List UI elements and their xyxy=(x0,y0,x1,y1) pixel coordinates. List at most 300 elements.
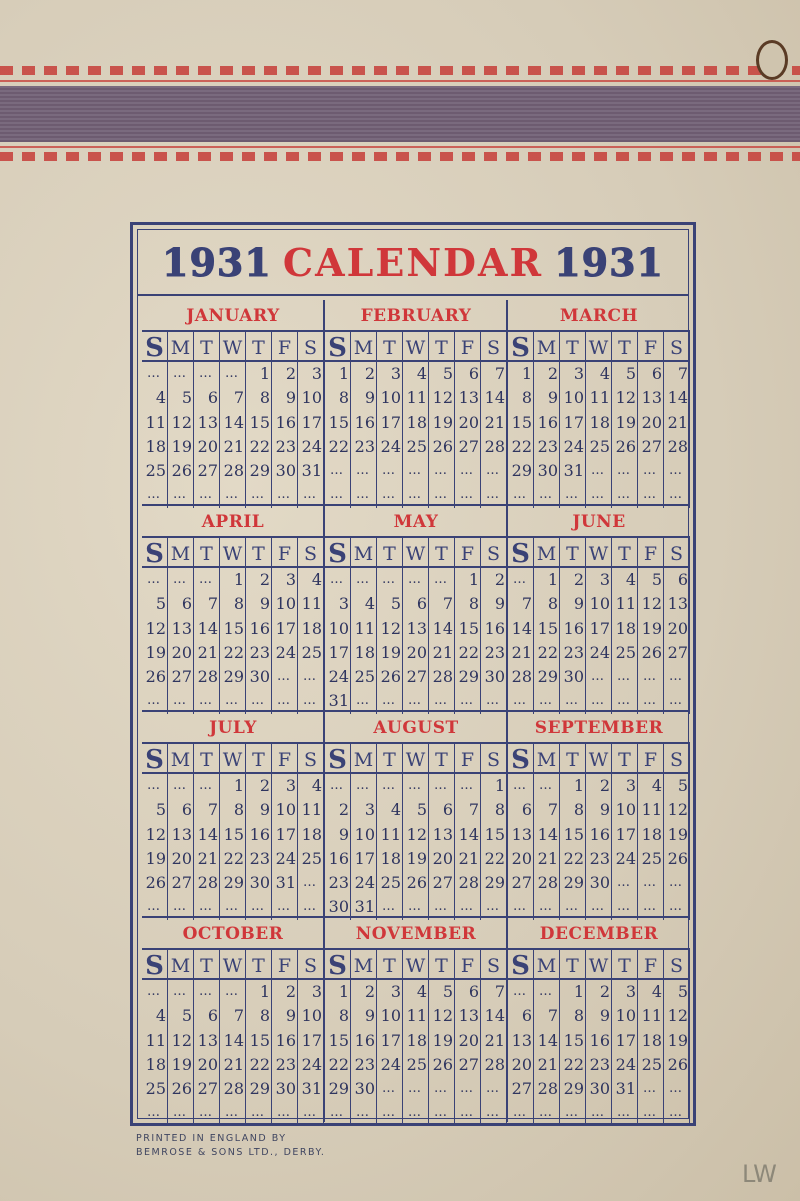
weekday-header: T xyxy=(377,332,403,362)
day-cell: 23 xyxy=(586,847,612,871)
day-cell: 8 xyxy=(508,386,534,410)
day-cell: … xyxy=(455,774,481,798)
day-cell: 18 xyxy=(298,617,324,641)
day-cell: … xyxy=(664,895,690,919)
day-cell: 23 xyxy=(586,1053,612,1077)
day-cell: 12 xyxy=(664,798,690,822)
weekday-header: M xyxy=(534,538,560,568)
day-cell: 11 xyxy=(586,386,612,410)
day-cell: … xyxy=(560,1101,586,1125)
day-grid xyxy=(508,744,690,920)
day-cell: 26 xyxy=(612,435,638,459)
weekday-header: S xyxy=(508,744,534,774)
month-name: SEPTEMBER xyxy=(508,712,690,744)
day-cell: 4 xyxy=(638,980,664,1004)
day-cell: 1 xyxy=(220,774,246,798)
day-cell: … xyxy=(194,774,220,798)
day-cell: 1 xyxy=(560,980,586,1004)
day-cell: 18 xyxy=(638,823,664,847)
day-cell: 4 xyxy=(351,592,377,616)
day-cell: … xyxy=(638,1101,664,1125)
day-cell: … xyxy=(246,1101,272,1125)
day-cell: 17 xyxy=(377,1029,403,1053)
day-cell: … xyxy=(534,980,560,1004)
weekday-header: T xyxy=(429,950,455,980)
month-name: JULY xyxy=(142,712,324,744)
day-cell: 7 xyxy=(455,798,481,822)
day-cell: 20 xyxy=(455,411,481,435)
day-cell: … xyxy=(298,689,324,713)
weekday-header: T xyxy=(246,950,272,980)
day-cell: 14 xyxy=(534,1029,560,1053)
day-cell: 20 xyxy=(429,847,455,871)
day-cell: … xyxy=(246,895,272,919)
weekday-header: S xyxy=(481,744,507,774)
weekday-header: T xyxy=(194,950,220,980)
day-cell: 21 xyxy=(508,641,534,665)
day-cell: 26 xyxy=(403,871,429,895)
day-cell: 30 xyxy=(351,1077,377,1101)
day-cell: 1 xyxy=(246,980,272,1004)
day-cell: 11 xyxy=(403,386,429,410)
weekday-header: T xyxy=(377,744,403,774)
day-cell: 12 xyxy=(664,1004,690,1028)
day-cell: 15 xyxy=(325,1029,351,1053)
day-cell: 24 xyxy=(325,665,351,689)
day-cell: 14 xyxy=(455,823,481,847)
day-cell: 27 xyxy=(455,1053,481,1077)
day-cell: 14 xyxy=(429,617,455,641)
day-cell: … xyxy=(508,1101,534,1125)
day-cell: … xyxy=(586,1101,612,1125)
day-cell: 16 xyxy=(534,411,560,435)
day-cell: 26 xyxy=(429,1053,455,1077)
weekday-header: S xyxy=(325,332,351,362)
day-cell: 20 xyxy=(168,641,194,665)
day-cell: 22 xyxy=(220,641,246,665)
day-cell: 9 xyxy=(586,1004,612,1028)
day-cell: 29 xyxy=(534,665,560,689)
day-cell: … xyxy=(612,483,638,507)
day-cell: 15 xyxy=(481,823,507,847)
day-cell: … xyxy=(664,1077,690,1101)
year-right: 1931 xyxy=(554,239,664,285)
day-cell: 28 xyxy=(220,459,246,483)
month-block-may xyxy=(325,506,507,712)
day-cell: 26 xyxy=(377,665,403,689)
printer-imprint xyxy=(136,1132,325,1160)
day-cell: … xyxy=(220,895,246,919)
weekday-header: T xyxy=(560,332,586,362)
day-cell: … xyxy=(481,895,507,919)
weekday-header: W xyxy=(220,538,246,568)
day-cell: 17 xyxy=(351,847,377,871)
day-cell: 28 xyxy=(455,871,481,895)
day-cell: 24 xyxy=(612,1053,638,1077)
weekday-header: M xyxy=(168,744,194,774)
day-cell: 1 xyxy=(560,774,586,798)
weekday-header: F xyxy=(638,744,664,774)
day-grid xyxy=(142,744,324,920)
weekday-header: S xyxy=(142,950,168,980)
weekday-header: W xyxy=(403,744,429,774)
day-cell: 3 xyxy=(612,774,638,798)
day-cell: 9 xyxy=(481,592,507,616)
day-cell: 18 xyxy=(403,1029,429,1053)
month-name: AUGUST xyxy=(325,712,507,744)
day-cell: 28 xyxy=(664,435,690,459)
day-cell: 29 xyxy=(481,871,507,895)
weekday-header: W xyxy=(220,332,246,362)
day-cell: 26 xyxy=(142,665,168,689)
day-grid xyxy=(508,950,690,1126)
day-cell: 30 xyxy=(272,1077,298,1101)
day-cell: … xyxy=(429,459,455,483)
day-cell: 5 xyxy=(664,774,690,798)
month-name: MARCH xyxy=(508,300,690,332)
day-cell: … xyxy=(194,689,220,713)
day-cell: 8 xyxy=(220,798,246,822)
day-cell: … xyxy=(429,689,455,713)
day-cell: … xyxy=(194,895,220,919)
day-cell: … xyxy=(560,895,586,919)
day-cell: 10 xyxy=(612,798,638,822)
day-cell: 10 xyxy=(351,823,377,847)
day-cell: 22 xyxy=(560,847,586,871)
day-cell: 25 xyxy=(298,641,324,665)
weekday-header: M xyxy=(534,332,560,362)
day-cell: … xyxy=(142,483,168,507)
weekday-header: T xyxy=(194,332,220,362)
day-cell: 3 xyxy=(612,980,638,1004)
day-cell: 24 xyxy=(298,435,324,459)
day-cell: 24 xyxy=(612,847,638,871)
day-cell: 22 xyxy=(455,641,481,665)
hanging-hole xyxy=(756,40,788,80)
day-cell: 7 xyxy=(664,362,690,386)
day-cell: … xyxy=(298,871,324,895)
day-cell: … xyxy=(325,774,351,798)
day-cell: 14 xyxy=(481,1004,507,1028)
day-cell: … xyxy=(664,665,690,689)
day-cell: … xyxy=(142,980,168,1004)
day-cell: 24 xyxy=(298,1053,324,1077)
day-cell: … xyxy=(508,895,534,919)
day-cell: 18 xyxy=(142,435,168,459)
day-cell: 23 xyxy=(351,1053,377,1077)
weekday-header: S xyxy=(325,950,351,980)
day-cell: 11 xyxy=(142,1029,168,1053)
day-cell: 4 xyxy=(612,568,638,592)
weekday-header: T xyxy=(429,744,455,774)
day-cell: … xyxy=(142,568,168,592)
day-cell: … xyxy=(403,1101,429,1125)
weekday-header: F xyxy=(272,332,298,362)
day-cell: … xyxy=(377,1077,403,1101)
day-cell: 19 xyxy=(403,847,429,871)
day-cell: … xyxy=(586,895,612,919)
day-cell: 30 xyxy=(246,665,272,689)
day-cell: 4 xyxy=(142,386,168,410)
day-cell: 26 xyxy=(664,847,690,871)
day-cell: 7 xyxy=(481,980,507,1004)
day-cell: … xyxy=(429,568,455,592)
day-cell: 9 xyxy=(351,386,377,410)
day-cell: 4 xyxy=(377,798,403,822)
weekday-header: T xyxy=(194,538,220,568)
day-cell: … xyxy=(220,1101,246,1125)
day-cell: 16 xyxy=(246,823,272,847)
weekday-header: T xyxy=(560,950,586,980)
day-cell: 31 xyxy=(351,895,377,919)
row-divider xyxy=(142,916,690,918)
day-cell: … xyxy=(455,1077,481,1101)
weekday-header: T xyxy=(377,950,403,980)
day-cell: 20 xyxy=(664,617,690,641)
day-cell: 5 xyxy=(142,798,168,822)
day-cell: … xyxy=(534,774,560,798)
day-cell: … xyxy=(142,362,168,386)
weekday-header: F xyxy=(638,950,664,980)
day-cell: 9 xyxy=(325,823,351,847)
day-cell: 9 xyxy=(246,798,272,822)
day-cell: … xyxy=(403,1077,429,1101)
day-cell: 12 xyxy=(429,386,455,410)
day-cell: 25 xyxy=(586,435,612,459)
day-cell: … xyxy=(586,483,612,507)
day-cell: … xyxy=(455,895,481,919)
day-cell: 11 xyxy=(377,823,403,847)
day-cell: 29 xyxy=(220,665,246,689)
day-cell: 21 xyxy=(481,1029,507,1053)
day-cell: … xyxy=(612,895,638,919)
month-block-september xyxy=(508,712,690,918)
day-cell: … xyxy=(168,895,194,919)
day-cell: 30 xyxy=(272,459,298,483)
month-name: FEBRUARY xyxy=(325,300,507,332)
day-cell: 29 xyxy=(508,459,534,483)
day-cell: 7 xyxy=(194,592,220,616)
day-cell: 12 xyxy=(142,617,168,641)
weekday-header: S xyxy=(664,332,690,362)
day-cell: 26 xyxy=(429,435,455,459)
day-cell: … xyxy=(272,483,298,507)
day-cell: 31 xyxy=(325,689,351,713)
day-cell: 30 xyxy=(325,895,351,919)
day-cell: … xyxy=(612,459,638,483)
day-cell: … xyxy=(168,568,194,592)
day-cell: 6 xyxy=(455,980,481,1004)
day-cell: 18 xyxy=(377,847,403,871)
day-cell: 5 xyxy=(638,568,664,592)
day-cell: 27 xyxy=(403,665,429,689)
day-cell: 21 xyxy=(220,435,246,459)
day-cell: 22 xyxy=(325,1053,351,1077)
weekday-header: S xyxy=(298,538,324,568)
day-cell: 12 xyxy=(142,823,168,847)
weekday-header: T xyxy=(429,538,455,568)
weekday-header: M xyxy=(351,332,377,362)
day-cell: 14 xyxy=(220,1029,246,1053)
day-cell: 17 xyxy=(272,823,298,847)
weekday-header: W xyxy=(220,744,246,774)
day-cell: 17 xyxy=(612,823,638,847)
day-cell: 14 xyxy=(220,411,246,435)
day-grid xyxy=(508,332,690,508)
day-cell: 18 xyxy=(351,641,377,665)
year-left: 1931 xyxy=(162,239,272,285)
weekday-header: S xyxy=(664,744,690,774)
day-cell: … xyxy=(403,568,429,592)
month-block-january xyxy=(142,300,324,506)
weekday-header: T xyxy=(429,332,455,362)
day-cell: 5 xyxy=(664,980,690,1004)
day-grid xyxy=(325,744,507,920)
day-cell: … xyxy=(508,483,534,507)
day-cell: … xyxy=(220,689,246,713)
day-cell: 8 xyxy=(560,1004,586,1028)
day-cell: … xyxy=(142,895,168,919)
day-cell: 25 xyxy=(612,641,638,665)
day-cell: 12 xyxy=(403,823,429,847)
day-cell: 16 xyxy=(351,411,377,435)
day-cell: 15 xyxy=(220,617,246,641)
day-cell: … xyxy=(194,362,220,386)
day-cell: 3 xyxy=(377,980,403,1004)
day-cell: … xyxy=(403,459,429,483)
day-cell: 22 xyxy=(220,847,246,871)
day-cell: … xyxy=(534,895,560,919)
day-cell: … xyxy=(560,483,586,507)
day-cell: … xyxy=(298,483,324,507)
month-name: APRIL xyxy=(142,506,324,538)
day-cell: 12 xyxy=(377,617,403,641)
day-cell: 21 xyxy=(429,641,455,665)
day-cell: … xyxy=(403,895,429,919)
weekday-header: T xyxy=(194,744,220,774)
day-cell: 23 xyxy=(534,435,560,459)
day-cell: 17 xyxy=(298,1029,324,1053)
month-block-august xyxy=(325,712,507,918)
day-cell: … xyxy=(168,980,194,1004)
day-cell: 30 xyxy=(586,1077,612,1101)
day-cell: 15 xyxy=(508,411,534,435)
day-cell: 11 xyxy=(638,1004,664,1028)
day-cell: 12 xyxy=(612,386,638,410)
day-cell: 2 xyxy=(246,774,272,798)
day-cell: … xyxy=(272,1101,298,1125)
woven-ribbon-band xyxy=(0,86,800,142)
day-cell: … xyxy=(481,1077,507,1101)
day-cell: … xyxy=(455,459,481,483)
day-cell: 18 xyxy=(403,411,429,435)
weekday-header: F xyxy=(272,950,298,980)
day-cell: 15 xyxy=(325,411,351,435)
day-cell: … xyxy=(403,483,429,507)
day-grid xyxy=(142,950,324,1126)
day-cell: 17 xyxy=(377,411,403,435)
month-block-april xyxy=(142,506,324,712)
day-cell: 3 xyxy=(325,592,351,616)
day-cell: … xyxy=(351,774,377,798)
day-cell: … xyxy=(612,665,638,689)
day-cell: 4 xyxy=(638,774,664,798)
day-cell: 7 xyxy=(429,592,455,616)
day-cell: 24 xyxy=(272,847,298,871)
weekday-header: S xyxy=(481,950,507,980)
day-cell: 20 xyxy=(194,1053,220,1077)
day-cell: 7 xyxy=(481,362,507,386)
calendar-title xyxy=(138,230,688,296)
day-cell: … xyxy=(664,459,690,483)
day-cell: 14 xyxy=(664,386,690,410)
day-cell: 15 xyxy=(560,823,586,847)
weekday-header: T xyxy=(612,332,638,362)
day-cell: … xyxy=(429,1077,455,1101)
day-cell: 15 xyxy=(220,823,246,847)
weekday-header: S xyxy=(508,332,534,362)
day-cell: 27 xyxy=(455,435,481,459)
day-cell: … xyxy=(508,568,534,592)
day-cell: … xyxy=(351,1101,377,1125)
day-cell: 6 xyxy=(508,1004,534,1028)
day-cell: … xyxy=(142,689,168,713)
day-cell: … xyxy=(377,895,403,919)
day-cell: 2 xyxy=(325,798,351,822)
day-cell: 15 xyxy=(246,411,272,435)
day-cell: 20 xyxy=(508,1053,534,1077)
day-cell: 8 xyxy=(325,1004,351,1028)
day-cell: 2 xyxy=(534,362,560,386)
day-cell: … xyxy=(194,483,220,507)
weekday-header: T xyxy=(246,744,272,774)
day-cell: 22 xyxy=(534,641,560,665)
day-cell: 16 xyxy=(481,617,507,641)
day-cell: … xyxy=(638,1077,664,1101)
day-cell: 28 xyxy=(481,435,507,459)
day-cell: 18 xyxy=(142,1053,168,1077)
day-cell: 13 xyxy=(403,617,429,641)
day-cell: 29 xyxy=(560,1077,586,1101)
day-cell: 23 xyxy=(246,847,272,871)
day-cell: 13 xyxy=(429,823,455,847)
weekday-header: W xyxy=(586,538,612,568)
day-cell: 2 xyxy=(560,568,586,592)
weekday-header: T xyxy=(246,538,272,568)
weekday-header: S xyxy=(508,950,534,980)
day-cell: 9 xyxy=(246,592,272,616)
day-cell: 29 xyxy=(455,665,481,689)
day-cell: … xyxy=(246,483,272,507)
day-cell: … xyxy=(298,1101,324,1125)
day-cell: 9 xyxy=(272,1004,298,1028)
red-rule-top xyxy=(0,80,800,82)
day-cell: … xyxy=(612,1101,638,1125)
day-cell: … xyxy=(325,459,351,483)
day-cell: 17 xyxy=(272,617,298,641)
day-cell: 28 xyxy=(194,665,220,689)
day-cell: … xyxy=(403,774,429,798)
day-cell: 7 xyxy=(508,592,534,616)
day-cell: 13 xyxy=(194,411,220,435)
day-cell: … xyxy=(638,871,664,895)
day-cell: 1 xyxy=(455,568,481,592)
day-cell: 20 xyxy=(403,641,429,665)
day-cell: 8 xyxy=(325,386,351,410)
day-cell: … xyxy=(377,459,403,483)
day-cell: 1 xyxy=(481,774,507,798)
day-cell: 11 xyxy=(351,617,377,641)
